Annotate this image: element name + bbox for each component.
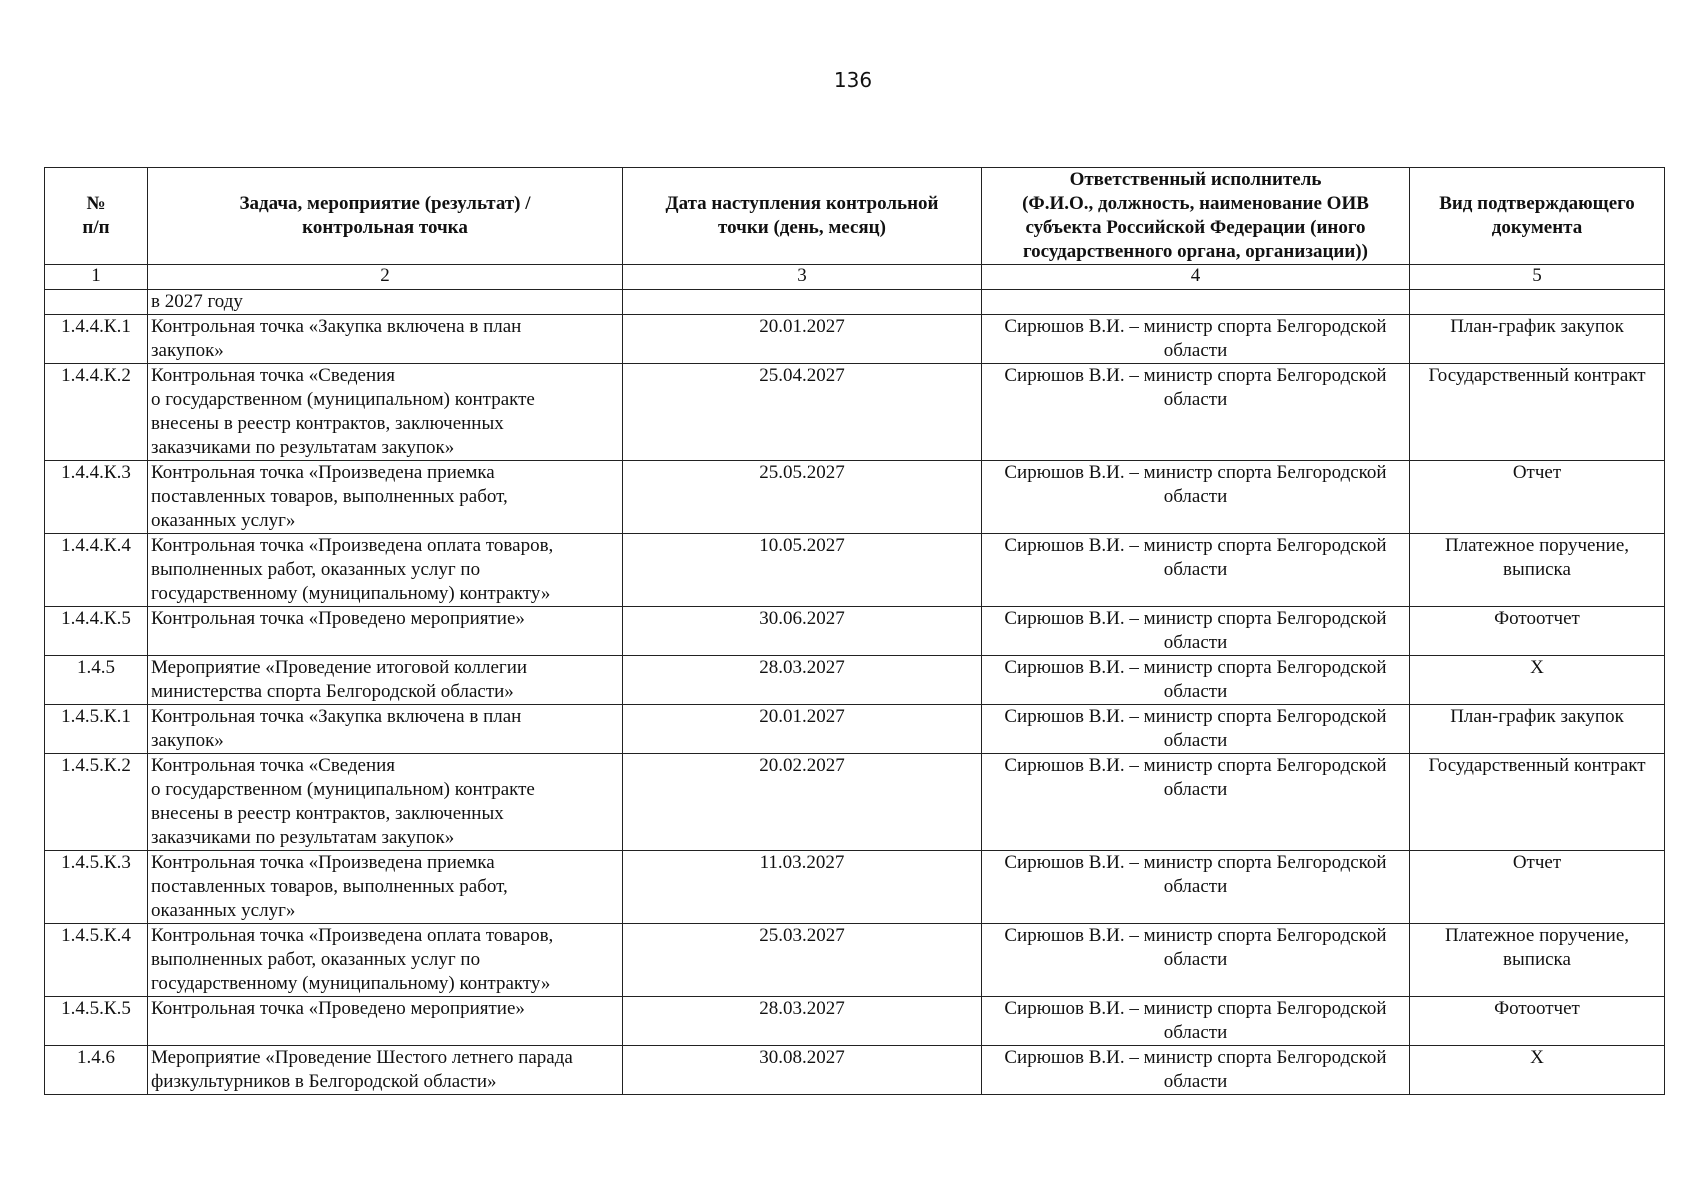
table-row — [45, 315, 1665, 364]
table-header-row — [45, 168, 1665, 265]
text-line: Сирюшов В.И. – министр спорта Белгородской — [1004, 657, 1387, 678]
cell-date: 20.02.2027 — [623, 754, 982, 851]
text-line: заказчиками по результатам закупок» — [151, 827, 455, 848]
cell-date: 25.03.2027 — [623, 924, 982, 997]
table-row — [45, 461, 1665, 534]
cell-document — [1410, 315, 1665, 364]
cell-task — [148, 705, 623, 754]
text-line: Мероприятие «Проведение итоговой коллегии — [151, 657, 528, 678]
text-line: Государственный контракт — [1428, 755, 1646, 776]
cell-task — [148, 534, 623, 607]
cell-document — [1410, 705, 1665, 754]
text-line: физкультурников в Белгородской области» — [151, 1071, 497, 1092]
text-line: государственного органа, организации)) — [1023, 241, 1368, 262]
text-line: в 2027 году — [151, 291, 243, 312]
text-line: п/п — [82, 217, 110, 238]
text-line: оказанных услуг» — [151, 900, 296, 921]
text-line: о государственном (муниципальном) контракте — [151, 779, 535, 800]
text-line: государственному (муниципальному) контракту» — [151, 973, 551, 994]
cell-task — [148, 754, 623, 851]
text-line: области — [1163, 949, 1228, 970]
text-line: Сирюшов В.И. – министр спорта Белгородской — [1004, 1047, 1387, 1068]
text-line: оказанных услуг» — [151, 510, 296, 531]
text-line: области — [1163, 559, 1228, 580]
text-line: Контрольная точка «Проведено мероприятие» — [151, 998, 525, 1019]
cell-date: 28.03.2027 — [623, 997, 982, 1046]
text-line: № — [86, 193, 106, 214]
text-line: Контрольная точка «Сведения — [151, 755, 396, 776]
cell-responsible — [982, 754, 1410, 851]
cell-task — [148, 315, 623, 364]
cell-number: 1.4.5.К.3 — [45, 851, 148, 924]
table-body — [45, 290, 1665, 1095]
cell-document — [1410, 754, 1665, 851]
cell-document — [1410, 290, 1665, 315]
text-line: План-график закупок — [1450, 316, 1624, 337]
text-line: Контрольная точка «Произведена оплата товаров, — [151, 535, 554, 556]
cell-number — [45, 290, 148, 315]
text-line: Мероприятие «Проведение Шестого летнего парада — [151, 1047, 573, 1068]
text-line: субъекта Российской Федерации (иного — [1025, 217, 1366, 238]
cell-date: 28.03.2027 — [623, 656, 982, 705]
cell-date: 25.04.2027 — [623, 364, 982, 461]
table-row — [45, 924, 1665, 997]
cell-task — [148, 1046, 623, 1095]
cell-number: 1.4.5.К.4 — [45, 924, 148, 997]
cell-document — [1410, 1046, 1665, 1095]
cell-number: 1.4.4.К.2 — [45, 364, 148, 461]
text-line: Х — [1530, 1047, 1544, 1068]
text-line: Сирюшов В.И. – министр спорта Белгородской — [1004, 755, 1387, 776]
cell-number: 1.4.4.К.3 — [45, 461, 148, 534]
text-line: Фотоотчет — [1494, 998, 1580, 1019]
text-line: Контрольная точка «Закупка включена в план — [151, 706, 522, 727]
text-line: Сирюшов В.И. – министр спорта Белгородской — [1004, 852, 1387, 873]
text-line: Х — [1530, 657, 1544, 678]
text-line: внесены в реестр контрактов, заключенных — [151, 803, 504, 824]
cell-document — [1410, 364, 1665, 461]
column-number: 3 — [623, 265, 982, 290]
cell-number: 1.4.5.К.1 — [45, 705, 148, 754]
text-line: Отчет — [1512, 852, 1562, 873]
cell-responsible — [982, 290, 1410, 315]
cell-responsible — [982, 534, 1410, 607]
cell-task — [148, 290, 623, 315]
cell-responsible — [982, 1046, 1410, 1095]
text-line: Сирюшов В.И. – министр спорта Белгородской — [1004, 462, 1387, 483]
cell-number: 1.4.5.К.5 — [45, 997, 148, 1046]
cell-number: 1.4.6 — [45, 1046, 148, 1095]
cell-task — [148, 851, 623, 924]
cell-document — [1410, 607, 1665, 656]
text-line: Государственный контракт — [1428, 365, 1646, 386]
control-points-table — [44, 167, 1665, 1095]
header-document — [1410, 168, 1665, 265]
text-line: Контрольная точка «Закупка включена в план — [151, 316, 522, 337]
text-line: закупок» — [151, 340, 224, 361]
page-number: 136 — [833, 68, 873, 92]
text-line: заказчиками по результатам закупок» — [151, 437, 455, 458]
text-line: поставленных товаров, выполненных работ, — [151, 486, 508, 507]
cell-task — [148, 656, 623, 705]
header-date — [623, 168, 982, 265]
table-row — [45, 656, 1665, 705]
text-line: области — [1163, 730, 1228, 751]
text-line: области — [1163, 1022, 1228, 1043]
cell-document — [1410, 997, 1665, 1046]
text-line: Сирюшов В.И. – министр спорта Белгородской — [1004, 535, 1387, 556]
cell-number: 1.4.5.К.2 — [45, 754, 148, 851]
cell-date — [623, 290, 982, 315]
text-line: области — [1163, 779, 1228, 800]
cell-document — [1410, 656, 1665, 705]
text-line: Контрольная точка «Произведена оплата товаров, — [151, 925, 554, 946]
table-row — [45, 364, 1665, 461]
text-line: Задача, мероприятие (результат) / — [239, 193, 531, 214]
cell-date: 11.03.2027 — [623, 851, 982, 924]
column-numbers-row — [45, 265, 1665, 290]
cell-number: 1.4.4.К.5 — [45, 607, 148, 656]
text-line: Контрольная точка «Произведена приемка — [151, 462, 495, 483]
cell-number: 1.4.5 — [45, 656, 148, 705]
cell-responsible — [982, 364, 1410, 461]
text-line: области — [1163, 486, 1228, 507]
table-row — [45, 754, 1665, 851]
text-line: министерства спорта Белгородской области» — [151, 681, 514, 702]
text-line: области — [1163, 340, 1228, 361]
header-num — [45, 168, 148, 265]
text-line: Сирюшов В.И. – министр спорта Белгородской — [1004, 608, 1387, 629]
text-line: Сирюшов В.И. – министр спорта Белгородской — [1004, 365, 1387, 386]
text-line: выписка — [1503, 559, 1571, 580]
cell-number: 1.4.4.К.4 — [45, 534, 148, 607]
cell-responsible — [982, 461, 1410, 534]
cell-date: 20.01.2027 — [623, 705, 982, 754]
cell-responsible — [982, 607, 1410, 656]
text-line: области — [1163, 1071, 1228, 1092]
cell-date: 30.08.2027 — [623, 1046, 982, 1095]
cell-responsible — [982, 705, 1410, 754]
table-row — [45, 997, 1665, 1046]
text-line: Ответственный исполнитель — [1069, 169, 1322, 190]
cell-task — [148, 364, 623, 461]
text-line: Сирюшов В.И. – министр спорта Белгородской — [1004, 316, 1387, 337]
text-line: Отчет — [1512, 462, 1562, 483]
cell-number: 1.4.4.К.1 — [45, 315, 148, 364]
cell-responsible — [982, 851, 1410, 924]
text-line: Контрольная точка «Произведена приемка — [151, 852, 495, 873]
table-row — [45, 290, 1665, 315]
cell-task — [148, 924, 623, 997]
text-line: План-график закупок — [1450, 706, 1624, 727]
cell-date: 20.01.2027 — [623, 315, 982, 364]
text-line: точки (день, месяц) — [718, 217, 886, 238]
table-row — [45, 705, 1665, 754]
text-line: Контрольная точка «Проведено мероприятие» — [151, 608, 525, 629]
cell-date: 25.05.2027 — [623, 461, 982, 534]
text-line: Сирюшов В.И. – министр спорта Белгородской — [1004, 706, 1387, 727]
text-line: области — [1163, 389, 1228, 410]
text-line: области — [1163, 876, 1228, 897]
header-responsible — [982, 168, 1410, 265]
cell-task — [148, 997, 623, 1046]
text-line: Вид подтверждающего — [1439, 193, 1635, 214]
text-line: Контрольная точка «Сведения — [151, 365, 396, 386]
column-number: 1 — [45, 265, 148, 290]
table-row — [45, 851, 1665, 924]
text-line: контрольная точка — [302, 217, 468, 238]
cell-document — [1410, 461, 1665, 534]
text-line: документа — [1491, 217, 1583, 238]
text-line: выполненных работ, оказанных услуг по — [151, 949, 481, 970]
cell-task — [148, 461, 623, 534]
text-line: о государственном (муниципальном) контракте — [151, 389, 535, 410]
cell-responsible — [982, 656, 1410, 705]
text-line: Платежное поручение, — [1444, 925, 1630, 946]
text-line: Сирюшов В.И. – министр спорта Белгородской — [1004, 925, 1387, 946]
header-task — [148, 168, 623, 265]
column-number: 2 — [148, 265, 623, 290]
text-line: выполненных работ, оказанных услуг по — [151, 559, 481, 580]
text-line: закупок» — [151, 730, 224, 751]
cell-responsible — [982, 997, 1410, 1046]
text-line: области — [1163, 681, 1228, 702]
text-line: государственному (муниципальному) контракту» — [151, 583, 551, 604]
cell-date: 30.06.2027 — [623, 607, 982, 656]
table-row — [45, 1046, 1665, 1095]
cell-document — [1410, 924, 1665, 997]
text-line: внесены в реестр контрактов, заключенных — [151, 413, 504, 434]
cell-date: 10.05.2027 — [623, 534, 982, 607]
text-line: области — [1163, 632, 1228, 653]
text-line: выписка — [1503, 949, 1571, 970]
table-row — [45, 607, 1665, 656]
text-line: Дата наступления контрольной — [665, 193, 939, 214]
text-line: (Ф.И.О., должность, наименование ОИВ — [1022, 193, 1369, 214]
text-line: Фотоотчет — [1494, 608, 1580, 629]
text-line: Платежное поручение, — [1444, 535, 1630, 556]
cell-responsible — [982, 315, 1410, 364]
text-line: Сирюшов В.И. – министр спорта Белгородской — [1004, 998, 1387, 1019]
table-row — [45, 534, 1665, 607]
text-line: поставленных товаров, выполненных работ, — [151, 876, 508, 897]
column-number: 4 — [982, 265, 1410, 290]
column-number: 5 — [1410, 265, 1665, 290]
cell-document — [1410, 851, 1665, 924]
cell-document — [1410, 534, 1665, 607]
cell-responsible — [982, 924, 1410, 997]
cell-task — [148, 607, 623, 656]
